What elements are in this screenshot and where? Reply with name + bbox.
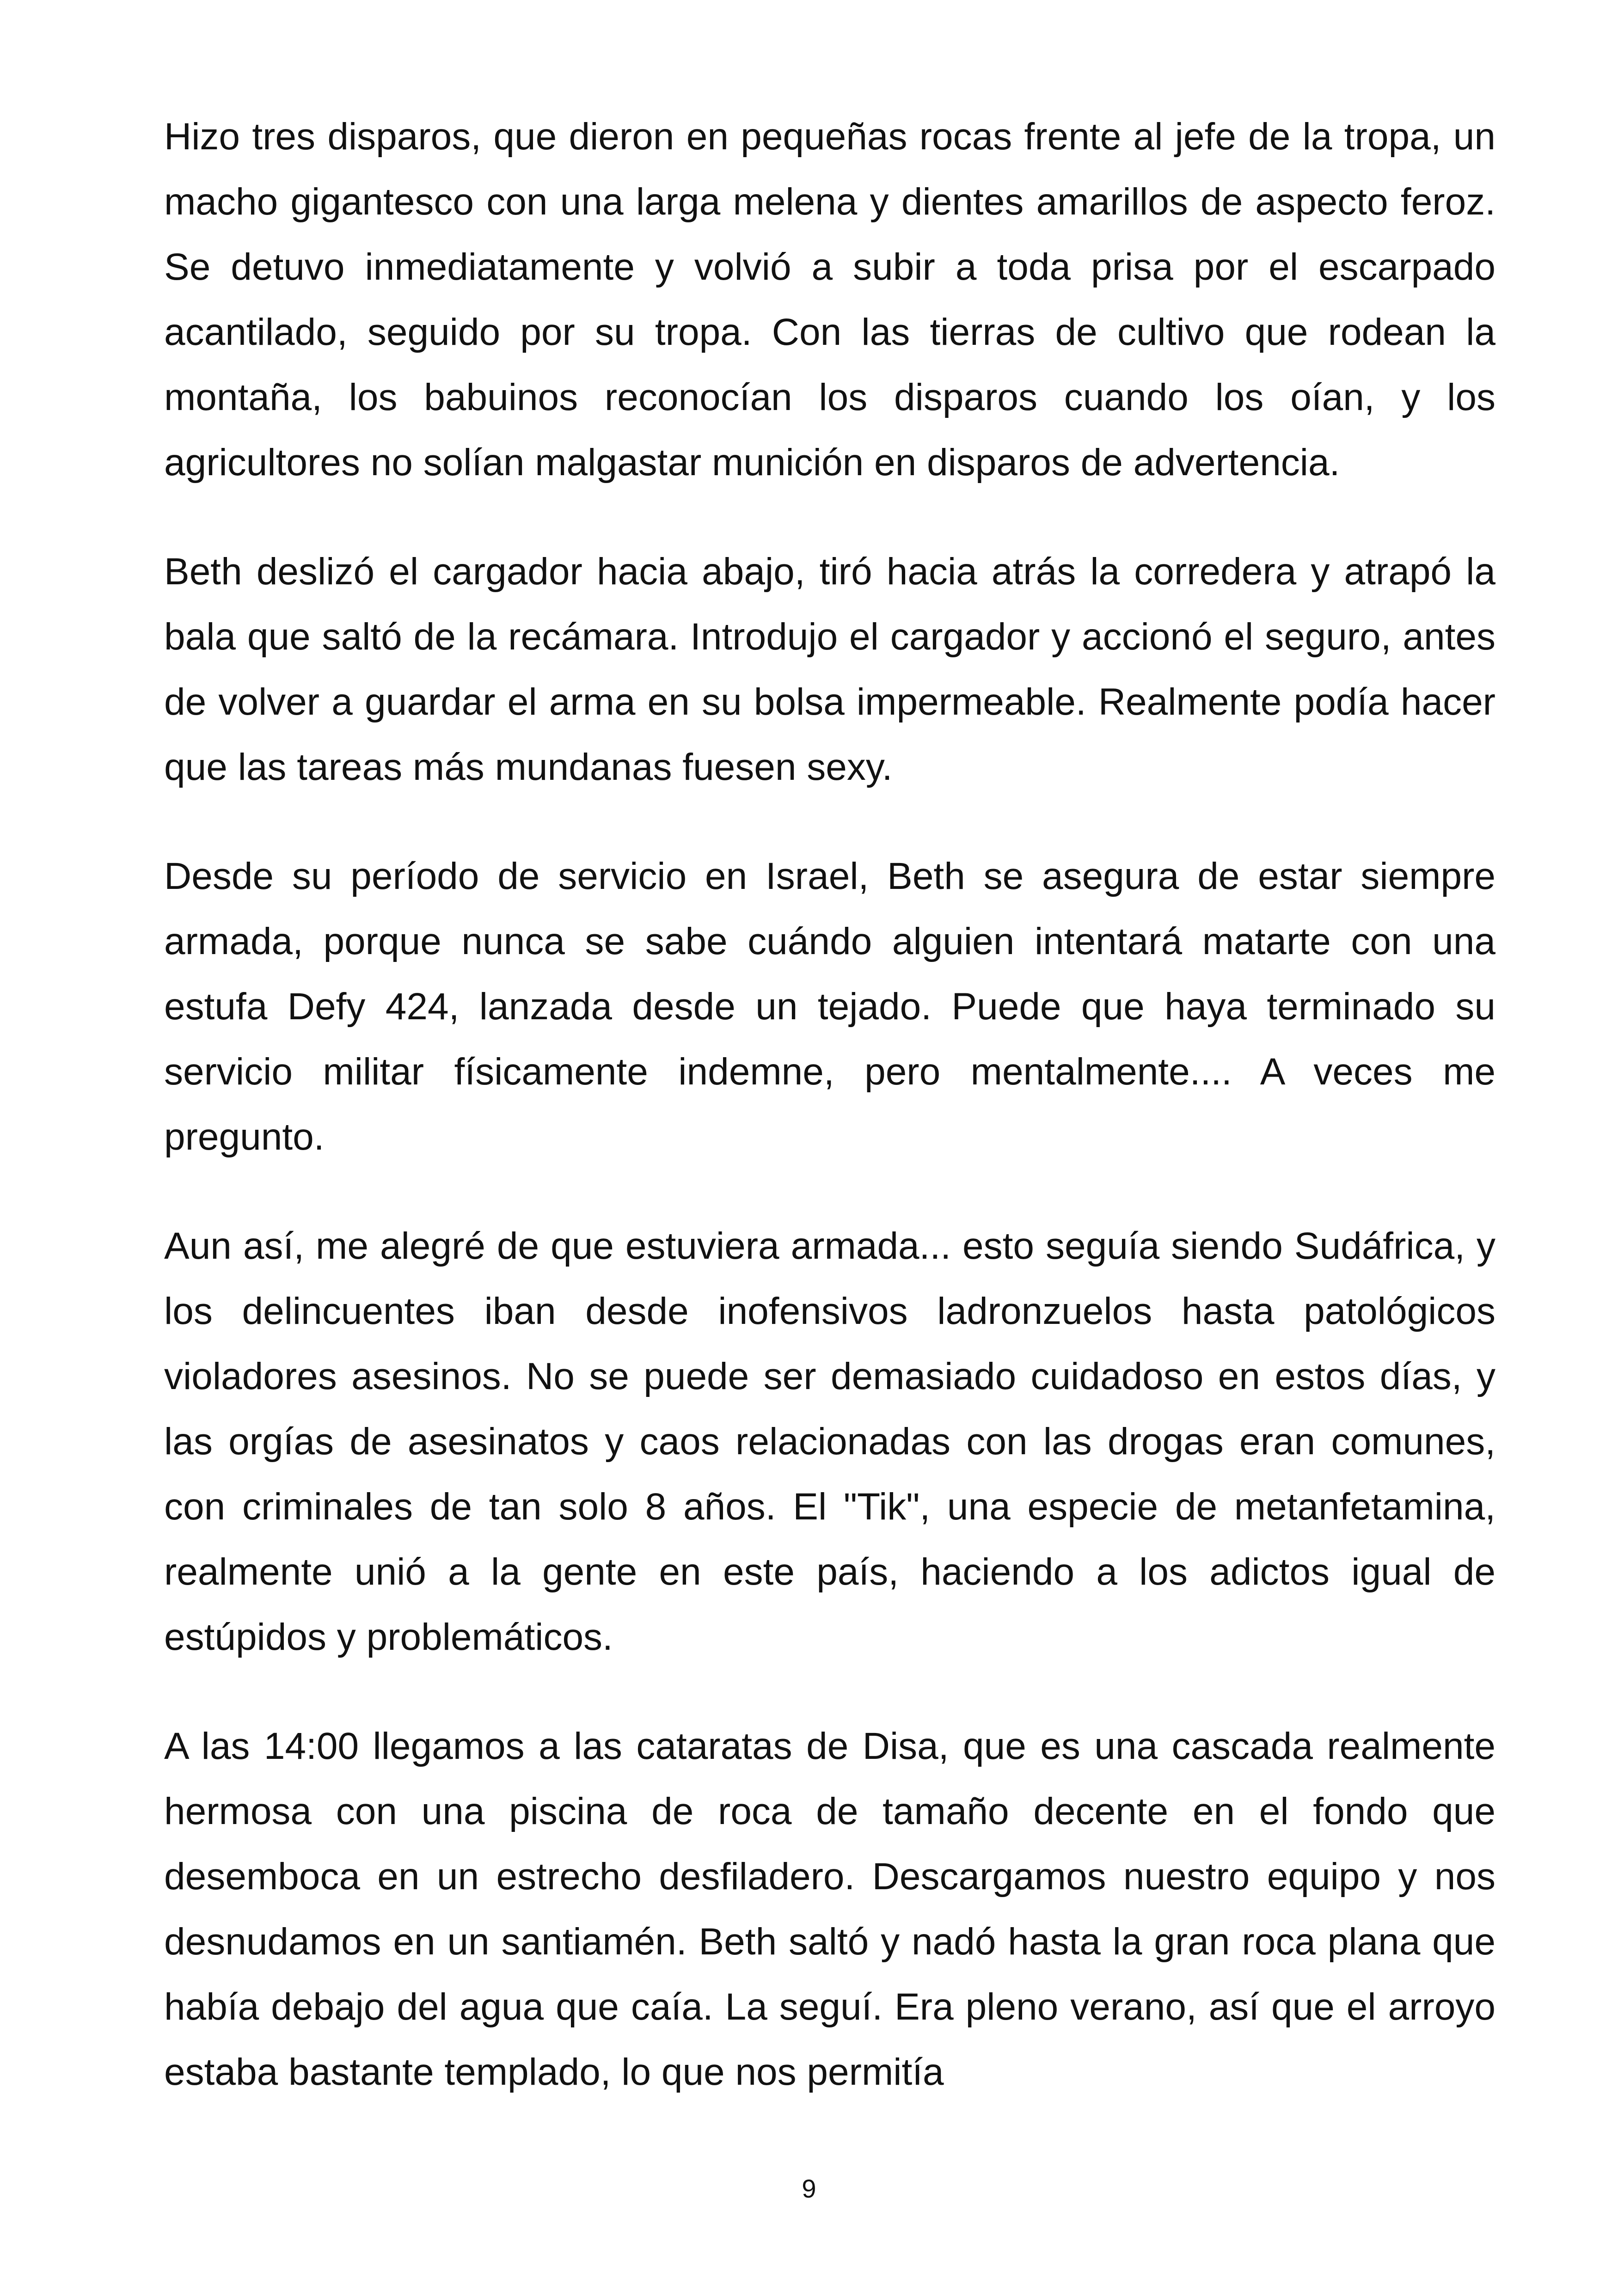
paragraph-1: Hizo tres disparos, que dieron en pequeñas rocas frente al jefe de la tropa, un macho gigantesco con una larga melena y dientes amarillos de aspecto feroz. Se detuvo inmediatamente y volvió a subir a toda prisa por el escarpado acantilado, seguido por su tropa. Con las tierras de cultivo que rodean la montaña, los babuinos reconocían los disparos cuando los oían, y los agricultores no solían malgastar munición en disparos de advertencia. <box>164 116 1495 484</box>
body-text <box>164 104 1495 2105</box>
paragraph-5: A las 14:00 llegamos a las cataratas de Disa, que es una cascada realmente hermosa con una piscina de roca de tamaño decente en el fondo que desemboca en un estrecho desfiladero. Descargamos nuestro equipo y nos desnudamos en un santiamén. Beth saltó y nadó hasta la gran roca plana que había debajo del agua que caía. La seguí. Era pleno verano, así que el arroyo estaba bastante templado, lo que nos permitía <box>164 1725 1495 2093</box>
paragraph-3: Desde su período de servicio en Israel, Beth se asegura de estar siempre armada, porque nunca se sabe cuándo alguien intentará matarte con una estufa Defy 424, lanzada desde un tejado. Puede que haya terminado su servicio militar físicamente indemne, pero mentalmente.... A veces me pregunto. <box>164 855 1495 1158</box>
page-number: 9 <box>802 2174 816 2203</box>
paragraph-2: Beth deslizó el cargador hacia abajo, tiró hacia atrás la corredera y atrapó la bala que saltó de la recámara. Introdujo el cargador y accionó el seguro, antes de volver a guardar el arma en su bolsa impermeable. Realmente podía hacer que las tareas más mundanas fuesen sexy. <box>164 551 1495 788</box>
paragraph-4: Aun así, me alegré de que estuviera armada... esto seguía siendo Sudáfrica, y los delincuentes iban desde inofensivos ladronzuelos hasta patológicos violadores asesinos. No se puede ser demasiado cuidadoso en estos días, y las orgías de asesinatos y caos relacionadas con las drogas eran comunes, con criminales de tan solo 8 años. El "Tik", una especie de metanfetamina, realmente unió a la gente en este país, haciendo a los adictos igual de estúpidos y problemáticos. <box>164 1225 1495 1658</box>
